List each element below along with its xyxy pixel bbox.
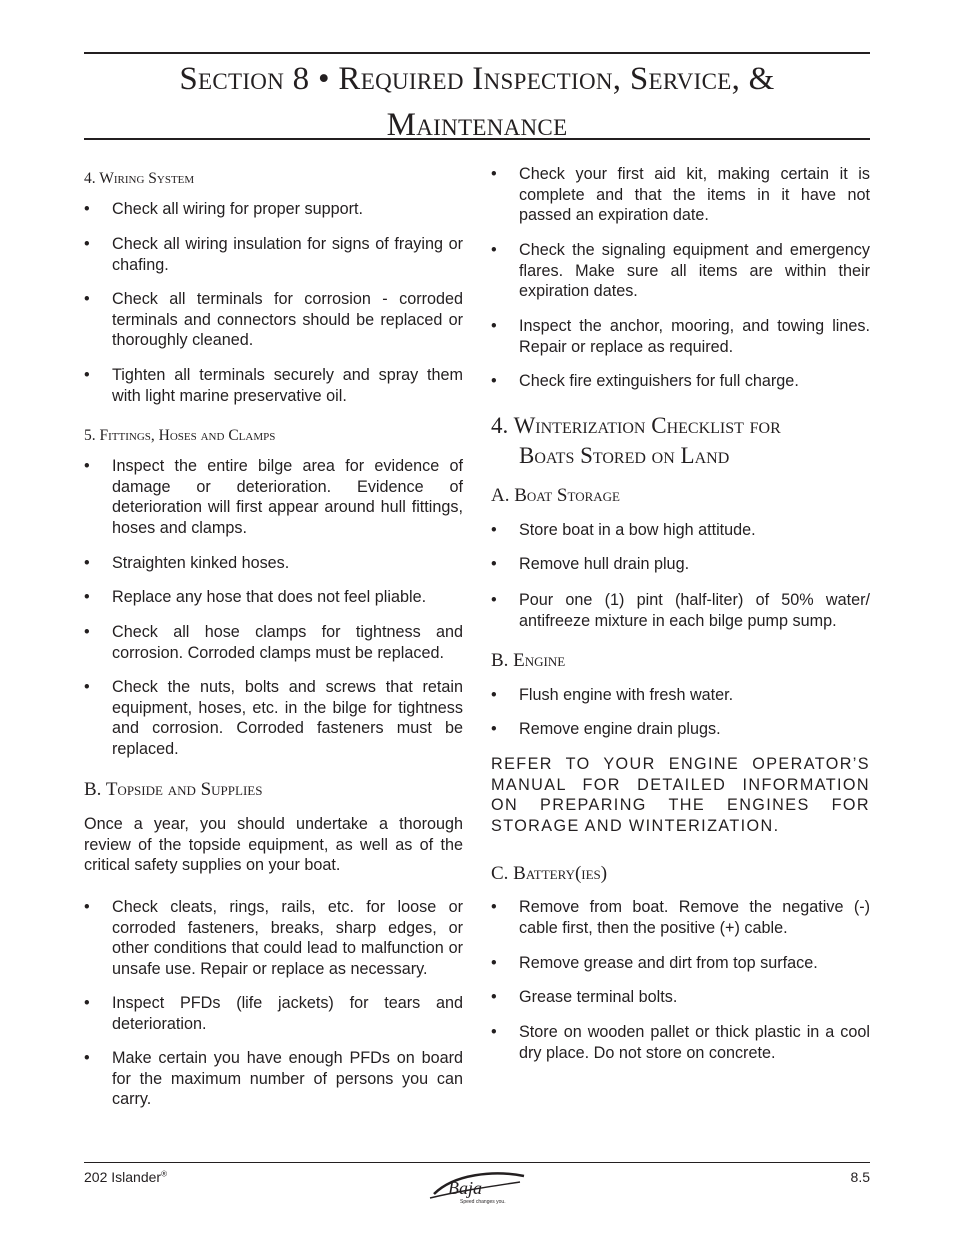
topside-heading: B. Topside and Supplies (84, 779, 263, 800)
list-item: • Remove grease and dirt from top surface. (491, 954, 818, 972)
list-item: • Remove hull drain plug. (491, 555, 690, 573)
title-bottom-rule (84, 138, 870, 140)
bullet-icon: • (491, 686, 497, 704)
footer-rule (84, 1162, 870, 1163)
bullet-icon: • (84, 898, 90, 916)
list-item: • Straighten kinked hoses. (84, 554, 290, 572)
bullet-icon: • (84, 623, 90, 641)
list-item: • Check your first aid kit, making certain it is complete and that the items in it have not passed an expiration date. (491, 165, 870, 225)
list-item: • Remove from boat. Remove the negative (-) cable first, then the positive (+) cable. (491, 898, 870, 937)
bullet-icon: • (84, 678, 90, 696)
bullet-icon: • (84, 588, 90, 606)
bullet-icon: • (84, 290, 90, 308)
list-item: • Store boat in a bow high attitude. (491, 521, 756, 539)
bullet-icon: • (491, 954, 497, 972)
winterization-heading: 4. Winterization Checklist for Boats Stored on Land (491, 413, 781, 468)
boat-storage-heading: A. Boat Storage (491, 485, 620, 506)
bullet-icon: • (491, 988, 497, 1006)
list-item: • Make certain you have enough PFDs on board for the maximum number of persons you can carry. (84, 1049, 463, 1109)
bullet-icon: • (491, 720, 497, 738)
list-item: • Inspect the entire bilge area for evidence of damage or deterioration. Evidence of deterioration will first appear around hull fittings, hoses and clamps. (84, 457, 463, 537)
engine-note: REFER TO YOUR ENGINE OPERATOR’S MANUAL FOR DETAILED INFORMATION ON PREPARING THE ENGINES FOR STORAGE AND WINTERIZATION. (491, 755, 870, 835)
bullet-icon: • (491, 317, 497, 335)
bullet-icon: • (491, 372, 497, 390)
page-title-line2: Maintenance (386, 107, 568, 143)
bullet-icon: • (491, 555, 497, 573)
baja-logo-icon (424, 1168, 530, 1208)
list-item: • Check all hose clamps for tightness and corrosion. Corroded clamps must be replaced. (84, 623, 463, 662)
bullet-icon: • (491, 521, 497, 539)
bullet-icon: • (491, 898, 497, 916)
logo-tagline: Speed changes you. (460, 1199, 506, 1205)
battery-heading: C. Battery(ies) (491, 863, 608, 884)
page-title (84, 56, 870, 148)
list-item: • Check all wiring for proper support. (84, 200, 364, 218)
bullet-icon: • (84, 1049, 90, 1067)
list-item: • Flush engine with fresh water. (491, 686, 734, 704)
list-item: • Check the nuts, bolts and screws that retain equipment, hoses, etc. in the bilge for tightness and corrosion. Corroded fasteners must be replaced. (84, 678, 463, 758)
list-item: • Replace any hose that does not feel pliable. (84, 588, 427, 606)
bullet-icon: • (491, 591, 497, 609)
list-item: • Tighten all terminals securely and spray them with light marine preservative oil. (84, 366, 463, 405)
bullet-icon: • (491, 1023, 497, 1041)
bullet-icon: • (84, 235, 90, 253)
list-item: • Check all terminals for corrosion - corroded terminals and connectors should be replaced or thoroughly cleaned. (84, 290, 463, 350)
list-item: • Inspect the anchor, mooring, and towing lines. Repair or replace as required. (491, 317, 870, 356)
page-title-line1: Section 8 • Required Inspection, Service, & (179, 61, 775, 97)
bullet-icon: • (491, 165, 497, 183)
topside-intro: Once a year, you should undertake a thorough review of the topside equipment, as well as of the critical safety supplies on your boat. (84, 815, 463, 875)
engine-heading: B. Engine (491, 650, 566, 671)
list-item: • Pour one (1) pint (half-liter) of 50% water/ antifreeze mixture in each bilge pump sump. (491, 591, 870, 630)
page-number: 8.5 (850, 1169, 870, 1185)
bullet-icon: • (84, 554, 90, 572)
logo-text: Baja (448, 1178, 482, 1198)
wiring-heading: 4. Wiring System (84, 170, 195, 187)
list-item: • Grease terminal bolts. (491, 988, 678, 1006)
list-item: • Store on wooden pallet or thick plastic in a cool dry place. Do not store on concrete. (491, 1023, 870, 1062)
footer-model: 202 Islander® (84, 1169, 167, 1185)
bullet-icon: • (84, 200, 90, 218)
list-item: • Check cleats, rings, rails, etc. for loose or corroded fasteners, breaks, sharp edges, or other conditions that could lead to malfunction or unsafe use. Repair or replace as necessary. (84, 898, 463, 978)
list-item: • Remove engine drain plugs. (491, 720, 721, 738)
bullet-icon: • (491, 241, 497, 259)
list-item: • Check the signaling equipment and emergency flares. Make sure all items are within their expiration dates. (491, 241, 870, 301)
bullet-icon: • (84, 994, 90, 1012)
bullet-icon: • (84, 366, 90, 384)
list-item: • Check fire extinguishers for full charge. (491, 372, 799, 390)
title-top-rule (84, 52, 870, 54)
list-item: • Inspect PFDs (life jackets) for tears and deterioration. (84, 994, 463, 1033)
fittings-heading: 5. Fittings, Hoses and Clamps (84, 427, 276, 444)
list-item: • Check all wiring insulation for signs of fraying or chafing. (84, 235, 463, 274)
bullet-icon: • (84, 457, 90, 475)
